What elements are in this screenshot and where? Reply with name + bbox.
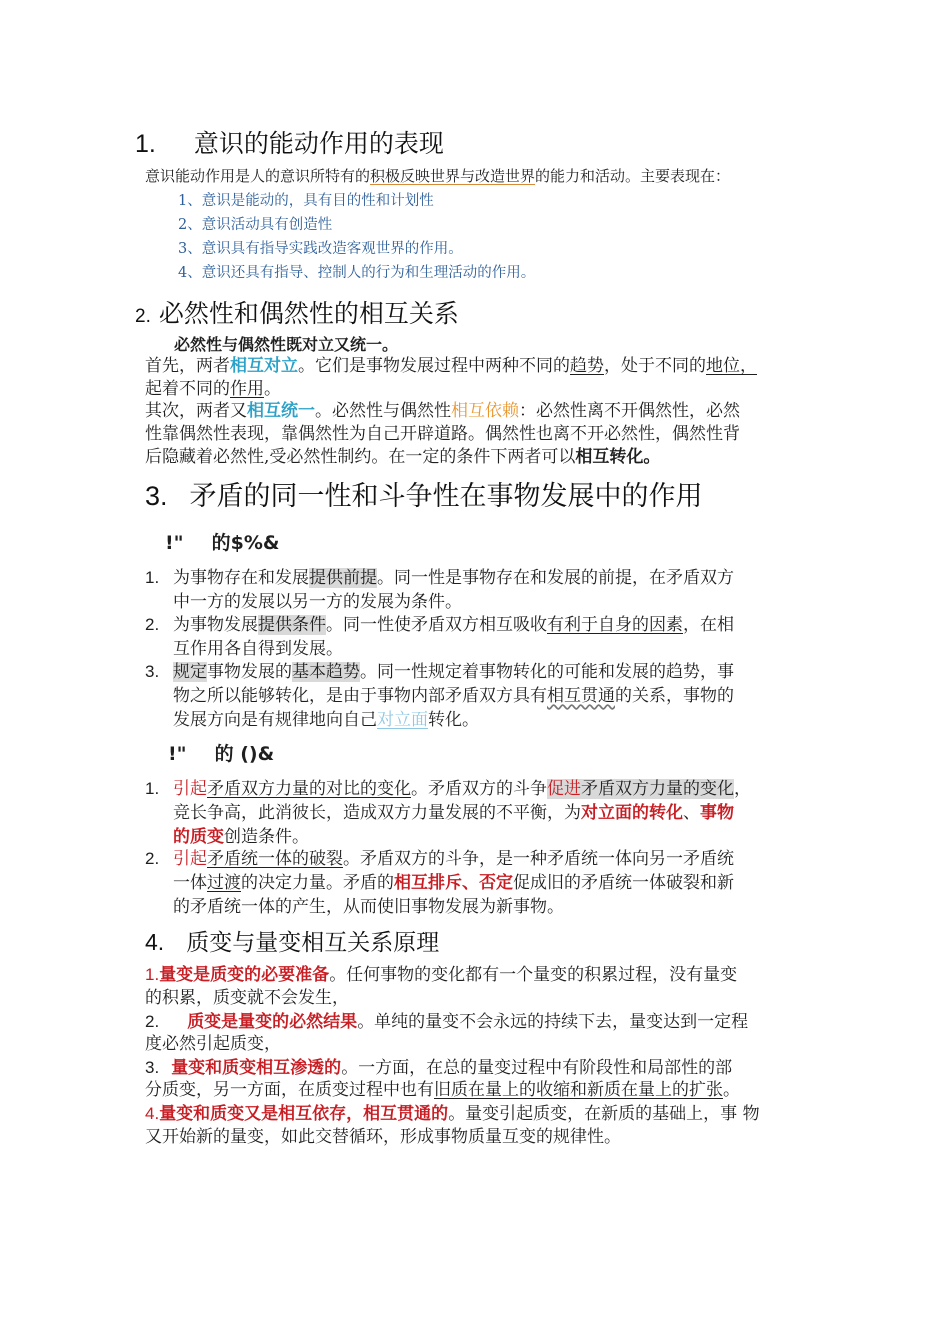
paragraph-line: 4.量变和质变又是相互依存，相互贯通的。量变引起质变，在新质的基础上，事 物 <box>145 1104 760 1124</box>
section-title: 必然性和偶然性的相互关系 <box>158 299 459 328</box>
section-title: 矛盾的同一性和斗争性在事物发展中的作用 <box>189 481 703 512</box>
underlined-phrase: 积极反映世界与改造世界 <box>370 167 536 185</box>
paragraph-line: 又开始新的量变，如此交替循环，形成事物质量互变的规律性。 <box>145 1127 621 1147</box>
list-item: 1. 引起矛盾双方力量的对比的变化。矛盾双方的斗争促进矛盾双方力量的变化， 竞长争高，此消彼长，造成双方力量发展的不平衡，为对立面的转化、事物 的质变创造条件。 <box>145 779 751 847</box>
section-number: 4. <box>145 929 165 955</box>
list-item: 2、意识活动具有创造性 <box>178 217 333 233</box>
section-1-heading <box>135 124 444 160</box>
paragraph-line: 分质变，另一方面，在质变过程中也有旧质在量上的收缩和新质在量上的扩张。 <box>145 1080 740 1100</box>
list-item: 1. 为事物存在和发展提供前提。同一性是事物存在和发展的前提，在矛盾双方 中一方的发展以另一方的发展为条件。 <box>145 568 734 612</box>
subheading-identity: !" 的$%& <box>165 532 280 554</box>
section-2-lead: 必然性与偶然性既对立又统一。 <box>174 335 399 354</box>
paragraph-line: 后隐藏着必然性,受必然性制约。在一定的条件下两者可以相互转化。 <box>145 447 661 467</box>
section-4-heading <box>145 924 439 957</box>
paragraph-line: 1.量变是质变的必要准备。任何事物的变化都有一个量变的积累过程，没有量变 <box>145 965 738 985</box>
paragraph-line: 的积累，质变就不会发生， <box>145 988 349 1008</box>
paragraph-line: 度必然引起质变， <box>145 1034 281 1054</box>
paragraph-line: 性靠偶然性表现，靠偶然性为自己开辟道路。偶然性也离不开必然性，偶然性背 <box>145 424 740 444</box>
list-item: 3. 规定事物发展的基本趋势。同一性规定着事物转化的可能和发展的趋势，事 物之所以能够转化，是由于事物内部矛盾双方具有相互贯通的关系，事物的 发展方向是有规律地向自己对立面转化。 <box>145 662 734 730</box>
list-item: 1、意识是能动的，具有目的性和计划性 <box>178 193 434 209</box>
section-2-heading <box>135 294 459 330</box>
list-item: 2. 引起矛盾统一体的破裂。矛盾双方的斗争，是一种矛盾统一体向另一矛盾统 一体过渡的决定力量。矛盾的相互排斥、否定促成旧的矛盾统一体破裂和新 的矛盾统一体的产生，从而使旧事物发展为新事物。 <box>145 849 734 917</box>
section-number: 1. <box>135 130 156 158</box>
paragraph-line: 其次，两者又相互统一。必然性与偶然性相互依赖：必然性离不开偶然性，必然 <box>145 401 740 421</box>
list-item: 3、意识具有指导实践改造客观世界的作用。 <box>178 241 463 257</box>
section-number: 2. <box>135 306 151 327</box>
paragraph-line: 起着不同的作用。 <box>145 379 281 399</box>
paragraph-line: 首先，两者相互对立。它们是事物发展过程中两种不同的趋势，处于不同的地位， <box>145 356 757 376</box>
section-number: 3. <box>145 481 168 511</box>
section-title: 质变与量变相互关系原理 <box>186 930 440 956</box>
list-item: 2. 为事物发展提供条件。同一性使矛盾双方相互吸收有利于自身的因素，在相 互作用各自得到发展。 <box>145 615 734 659</box>
section-3-heading <box>145 474 703 513</box>
section-title: 意识的能动作用的表现 <box>193 129 444 158</box>
paragraph-line: 2. 质变是量变的必然结果。单纯的量变不会永远的持续下去，量变达到一定程 <box>145 1012 749 1032</box>
paragraph-line: 3. 量变和质变相互渗透的。一方面，在总的量变过程中有阶段性和局部性的部 <box>145 1058 733 1078</box>
subheading-struggle: !" 的 ()& <box>168 743 275 765</box>
list-item: 4、意识还具有指导、控制人的行为和生理活动的作用。 <box>178 265 536 281</box>
section-1-intro: 意识能动作用是人的意识所特有的积极反映世界与改造世界的能力和活动。主要表现在： <box>145 167 731 185</box>
